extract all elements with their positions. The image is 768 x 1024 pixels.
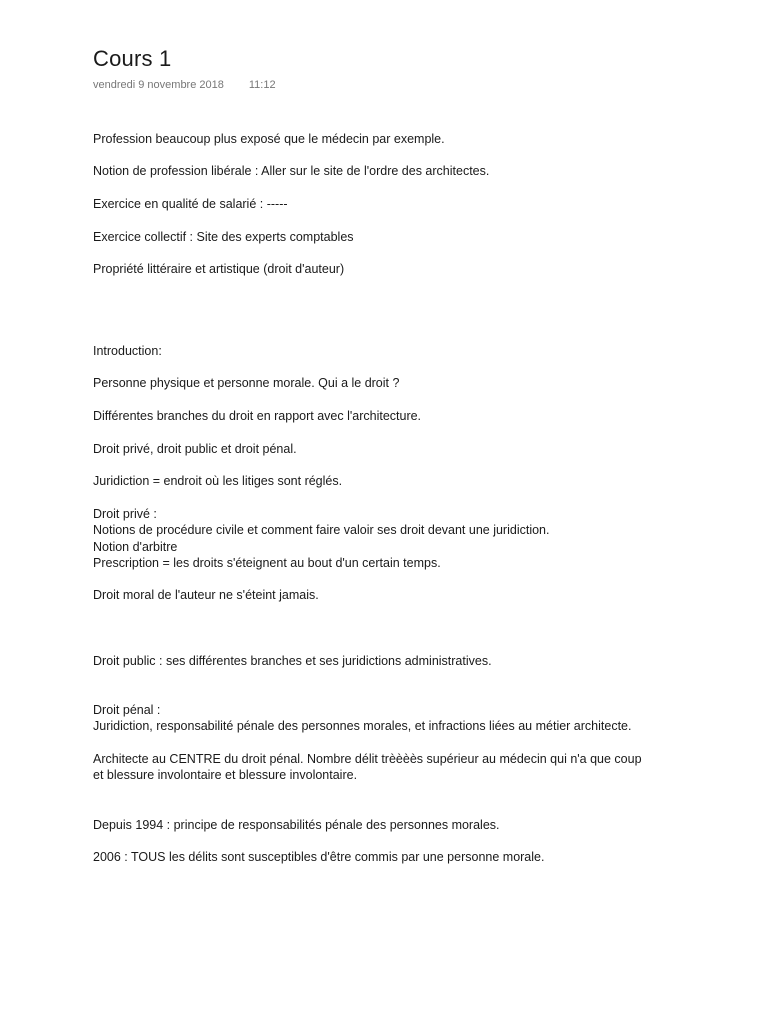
page-date: vendredi 9 novembre 2018	[93, 79, 224, 91]
note-line: Différentes branches du droit en rapport avec l'architecture.	[93, 409, 422, 423]
page-timestamp	[93, 77, 276, 93]
note-line: Exercice en qualité de salarié : -----	[93, 197, 288, 211]
note-line: Propriété littéraire et artistique (droit d'auteur)	[93, 262, 345, 276]
note-line: Notions de procédure civile et comment faire valoir ses droit devant une juridiction.	[93, 523, 550, 537]
note-line: Juridiction, responsabilité pénale des personnes morales, et infractions liées au métier architecte.	[93, 719, 632, 733]
note-line: Introduction:	[93, 344, 162, 358]
note-line: Droit privé :	[93, 507, 157, 521]
note-line: et blessure involontaire et blessure involontaire.	[93, 768, 358, 782]
note-line: Droit privé, droit public et droit pénal.	[93, 442, 297, 456]
note-line: Depuis 1994 : principe de responsabilités pénale des personnes morales.	[93, 818, 500, 832]
page-title: Cours 1	[93, 46, 172, 71]
note-line: Juridiction = endroit où les litiges sont réglés.	[93, 474, 343, 488]
note-line: Droit pénal :	[93, 703, 161, 717]
note-line: Profession beaucoup plus exposé que le médecin par exemple.	[93, 132, 445, 146]
note-line: Droit moral de l'auteur ne s'éteint jamais.	[93, 588, 319, 602]
note-line: Notion d'arbitre	[93, 540, 178, 554]
note-line: Personne physique et personne morale. Qui a le droit ?	[93, 376, 400, 390]
note-line: Exercice collectif : Site des experts comptables	[93, 230, 354, 244]
note-line: 2006 : TOUS les délits sont susceptibles d'être commis par une personne morale.	[93, 850, 545, 864]
note-line: Prescription = les droits s'éteignent au bout d'un certain temps.	[93, 556, 441, 570]
note-line: Architecte au CENTRE du droit pénal. Nombre délit trèèèès supérieur au médecin qui n'a que coup	[93, 752, 642, 766]
note-line: Droit public : ses différentes branches et ses juridictions administratives.	[93, 654, 492, 668]
note-line: Notion de profession libérale : Aller sur le site de l'ordre des architectes.	[93, 164, 490, 178]
page-time: 11:12	[248, 79, 276, 91]
